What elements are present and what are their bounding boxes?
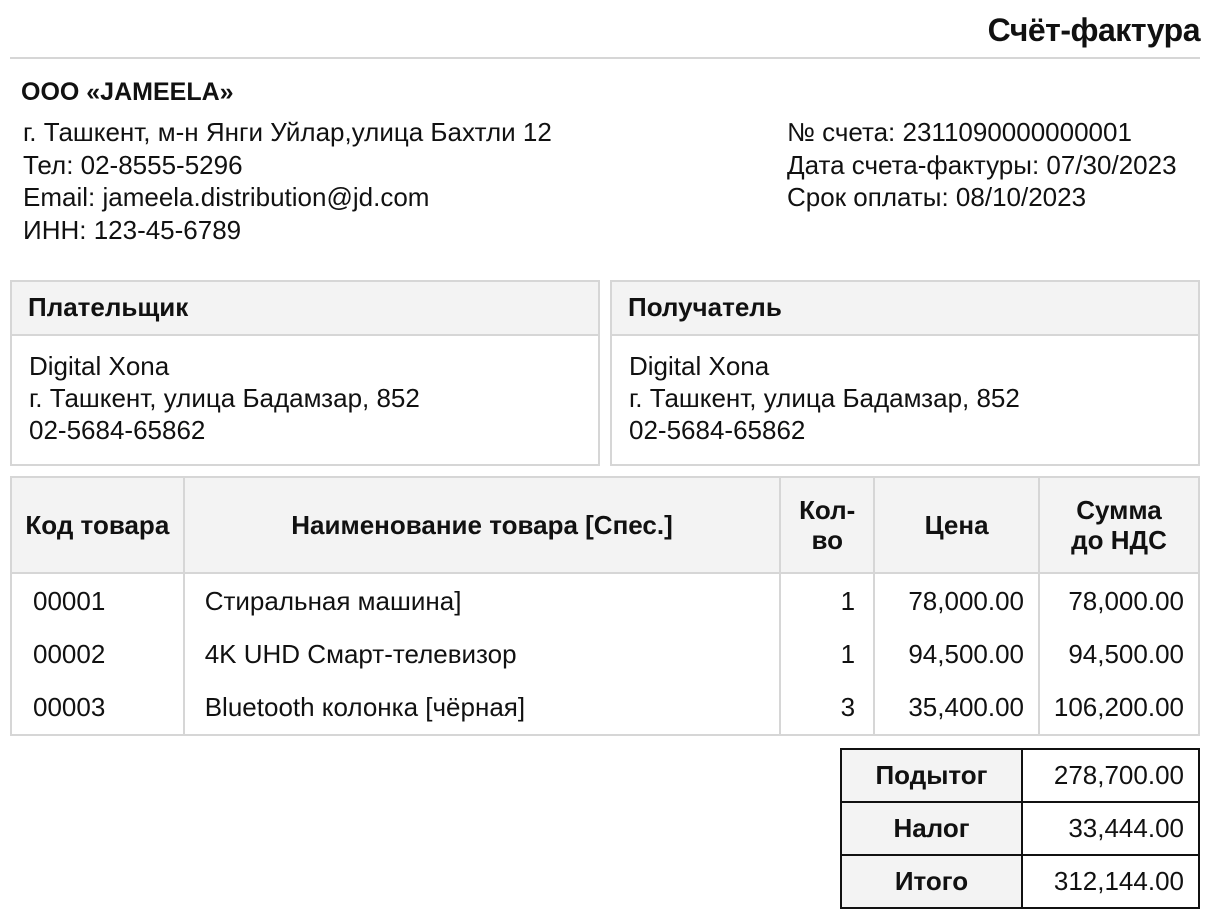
table-row — [11, 573, 1199, 627]
seller-name: ООО «JAMEELA» — [21, 78, 234, 106]
item-sum: 94,500.00 — [1039, 627, 1199, 681]
totals-table — [840, 748, 1200, 909]
item-code: 00001 — [11, 573, 184, 627]
header-price: Цена — [874, 477, 1039, 573]
seller-details — [23, 116, 552, 246]
seller-phone: Тел: 02-8555-5296 — [23, 149, 243, 180]
item-price: 78,000.00 — [874, 573, 1039, 627]
item-sum: 78,000.00 — [1039, 573, 1199, 627]
payer-address: г. Ташкент, улица Бадамзар, 852 — [29, 383, 420, 413]
title-divider — [10, 57, 1200, 59]
recipient-heading: Получатель — [612, 282, 1198, 336]
subtotal-label: Подытог — [841, 749, 1022, 802]
item-name: 4K UHD Смарт-телевизор — [184, 627, 781, 681]
payer-name: Digital Xona — [29, 351, 170, 381]
tax-row — [841, 802, 1199, 855]
recipient-box — [610, 280, 1200, 466]
table-row — [11, 681, 1199, 735]
item-name: Bluetooth колонка [чёрная] — [184, 681, 781, 735]
payer-heading: Плательщик — [12, 282, 598, 336]
item-price: 35,400.00 — [874, 681, 1039, 735]
recipient-address: г. Ташкент, улица Бадамзар, 852 — [629, 383, 1020, 413]
header-sum-line1: Сумма — [1076, 495, 1162, 525]
document-title: Счёт-фактура — [987, 12, 1200, 48]
item-qty: 1 — [780, 627, 874, 681]
item-price: 94,500.00 — [874, 627, 1039, 681]
item-qty: 3 — [780, 681, 874, 735]
tax-value: 33,444.00 — [1022, 802, 1199, 855]
item-code: 00003 — [11, 681, 184, 735]
payer-phone: 02-5684-65862 — [29, 415, 206, 445]
invoice-details — [787, 116, 1177, 214]
seller-inn: ИНН: 123-45-6789 — [23, 214, 242, 245]
item-sum: 106,200.00 — [1039, 681, 1199, 735]
header-code: Код товара — [11, 477, 184, 573]
recipient-name: Digital Xona — [629, 351, 770, 381]
item-qty: 1 — [780, 573, 874, 627]
payer-details — [12, 336, 598, 446]
header-qty-line1: Кол- — [799, 495, 856, 525]
seller-email: Email: jameela.distribution@jd.com — [23, 182, 430, 212]
items-header-row — [11, 477, 1199, 573]
total-row — [841, 855, 1199, 908]
payer-box — [10, 280, 600, 466]
invoice-date: Дата счета-фактуры: 07/30/2023 — [787, 149, 1177, 180]
recipient-phone: 02-5684-65862 — [629, 415, 806, 445]
invoice-due-date: Срок оплаты: 08/10/2023 — [787, 182, 1087, 212]
subtotal-value: 278,700.00 — [1022, 749, 1199, 802]
item-code: 00002 — [11, 627, 184, 681]
tax-label: Налог — [841, 802, 1022, 855]
header-sum-line2: до НДС — [1071, 525, 1167, 555]
recipient-details — [612, 336, 1198, 446]
invoice-number: № счета: 2311090000000001 — [787, 117, 1132, 147]
header-qty — [780, 477, 874, 573]
header-sum — [1039, 477, 1199, 573]
items-table — [10, 476, 1200, 736]
table-row — [11, 627, 1199, 681]
header-name: Наименование товара [Спес.] — [184, 477, 781, 573]
item-name: Стиральная машина] — [184, 573, 781, 627]
subtotal-row — [841, 749, 1199, 802]
seller-address: г. Ташкент, м-н Янги Уйлар,улица Бахтли 12 — [23, 117, 552, 147]
total-value: 312,144.00 — [1022, 855, 1199, 908]
header-qty-line2: во — [811, 525, 843, 555]
total-label: Итого — [841, 855, 1022, 908]
